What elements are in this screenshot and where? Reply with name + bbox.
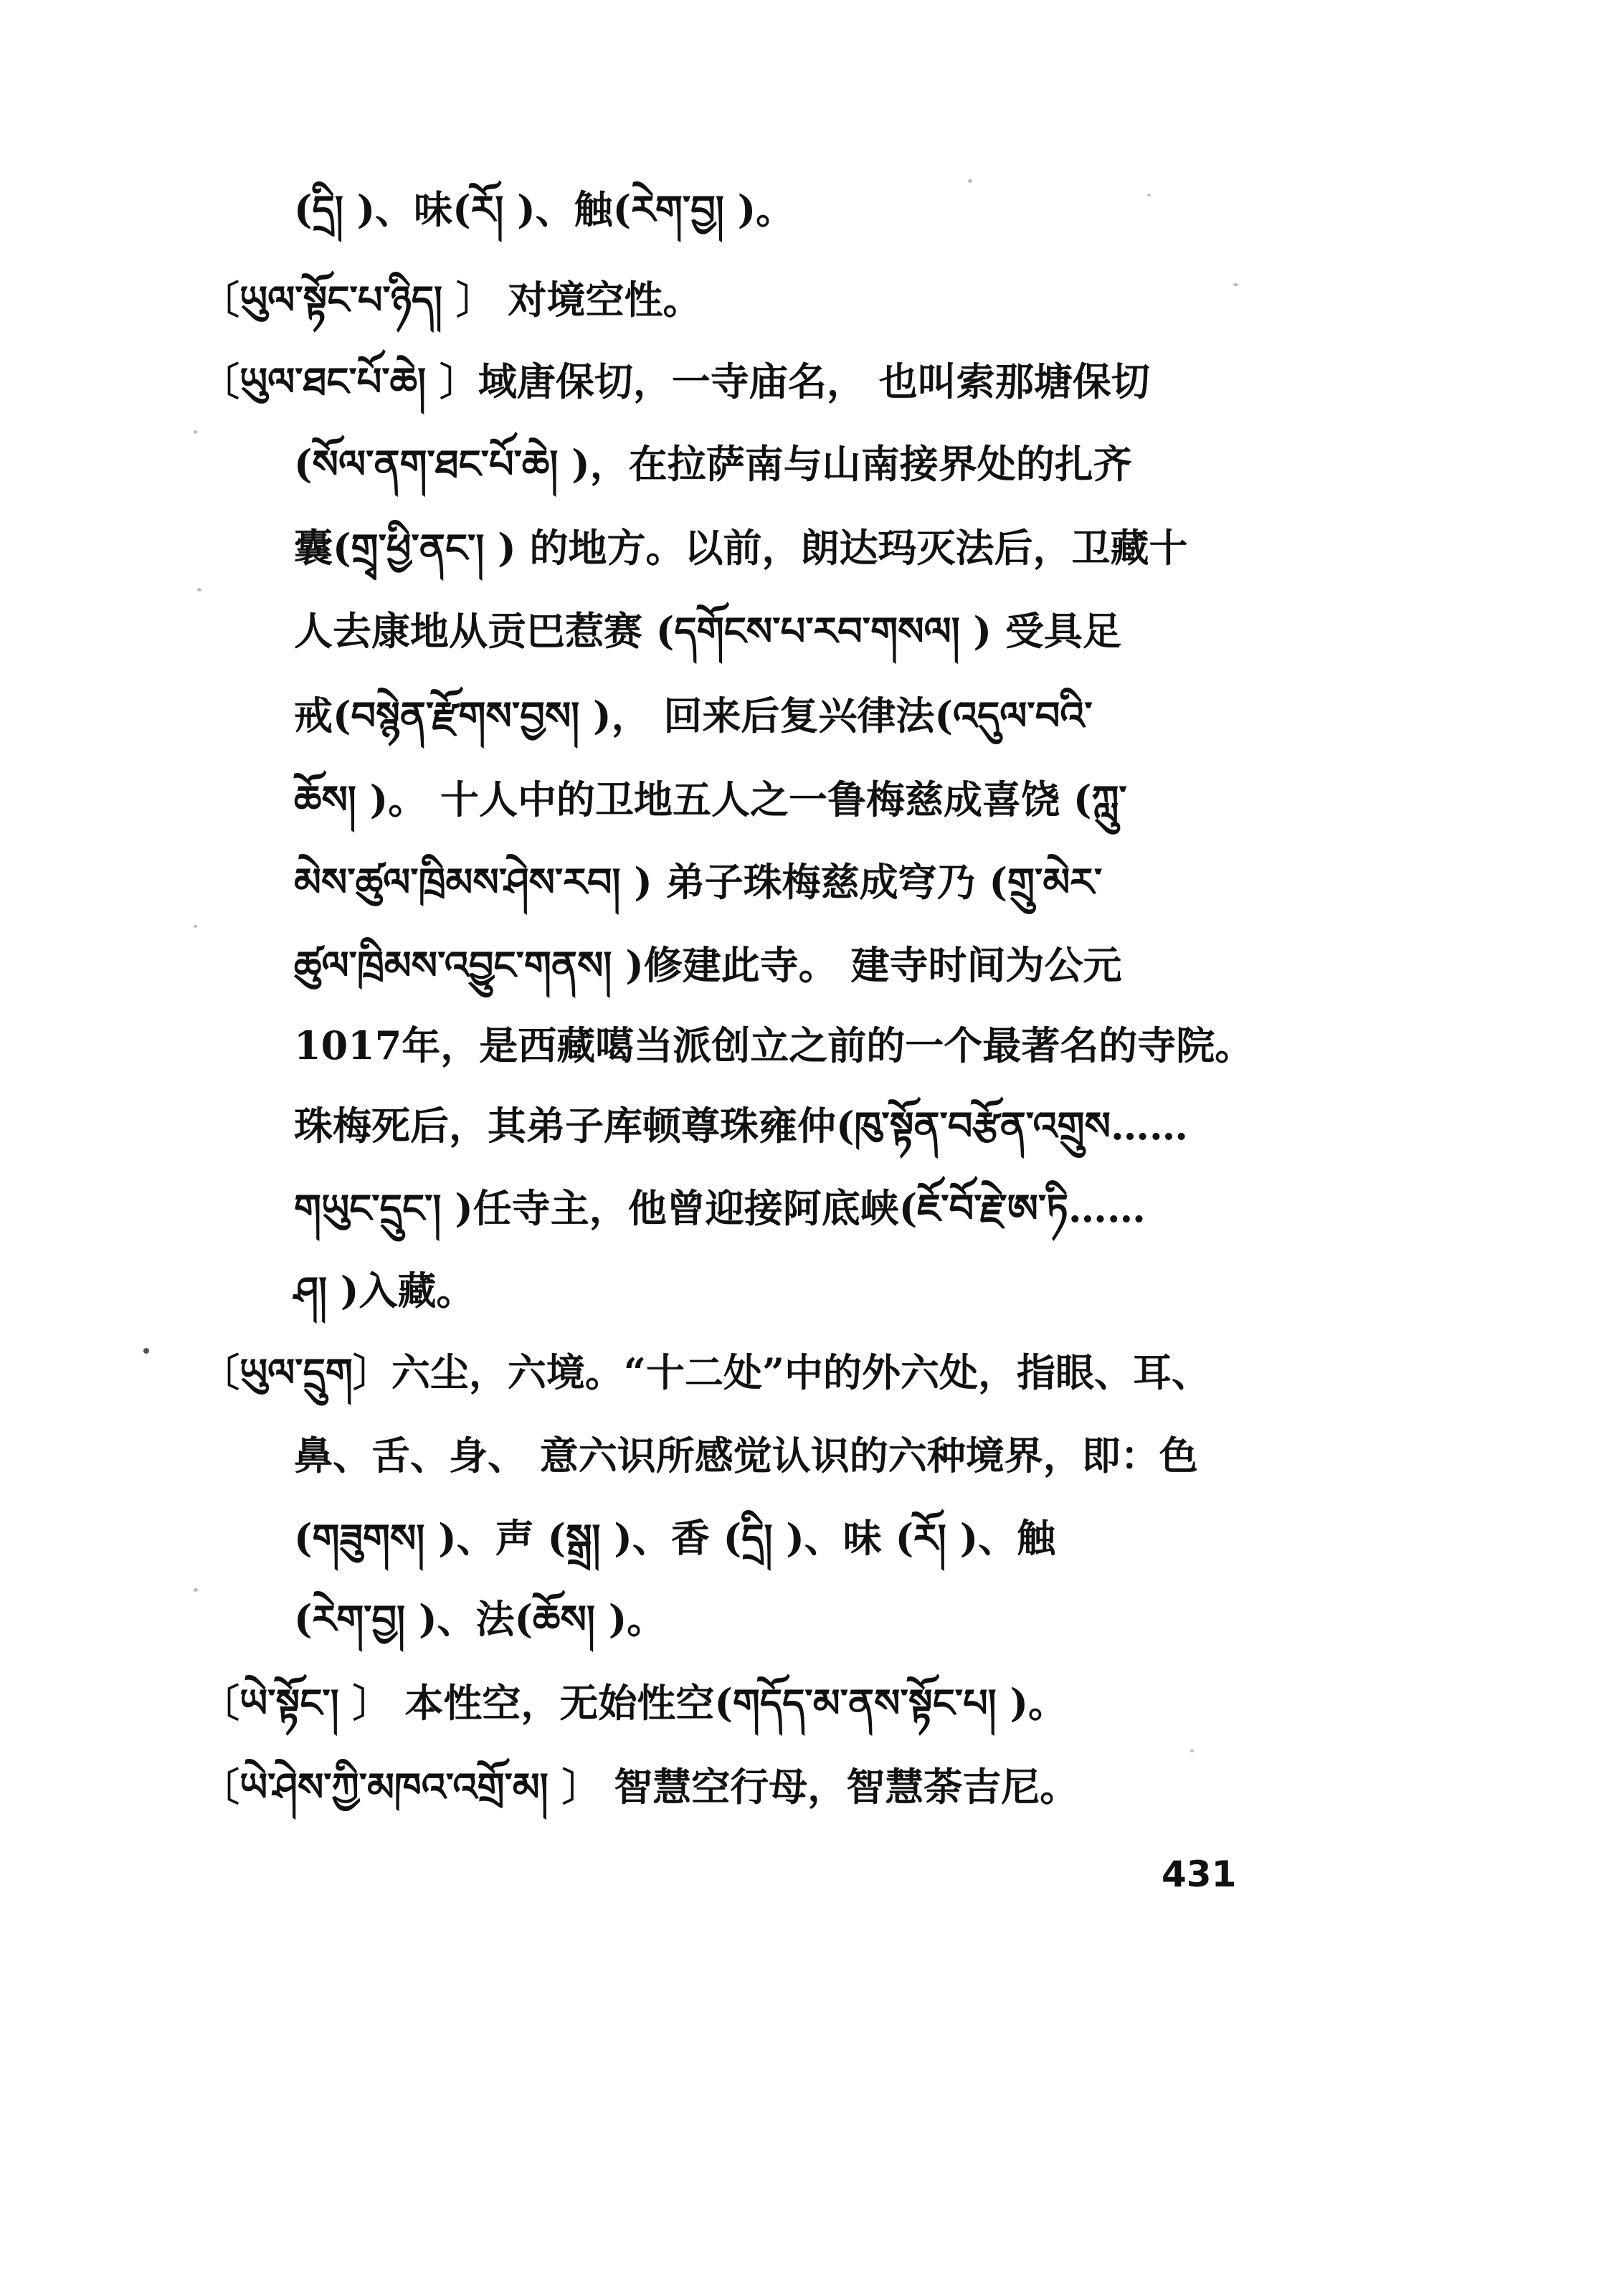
text-line: 人去康地从贡巴惹赛 (དགོངས་པ་རབ་གསལ། ) 受具足 — [294, 608, 1121, 654]
text-line: 珠梅死后，其弟子库顿尊珠雍仲(ཁུ་སྟོན་བརྩོན་འགྲུས…… — [294, 1103, 1188, 1149]
scan-speck — [968, 179, 972, 183]
text-line: 囊(གྲྭ་ཕྱི་ནང་། ) 的地方。以前，朗达玛灭法后，卫藏十 — [294, 525, 1188, 571]
text-line: 〔ཡེ་ཤེས་ཀྱི་མཁའ་འགྲོ་མ། 〕 智慧空行母，智慧荼吉尼。 — [201, 1764, 1079, 1810]
scan-speck — [194, 925, 197, 928]
page-number: 431 — [1162, 1853, 1237, 1895]
text-line: ཚུལ་ཁྲིམས་འབྱུང་གནས། )修建此寺。 建寺时间为公元 — [294, 942, 1122, 988]
text-line: 1017年，是西藏噶当派创立之前的一个最著名的寺院。 — [294, 1022, 1254, 1068]
scan-speck — [197, 588, 201, 592]
text-line: གཡུང་དྲུང་། )任寺主，他曾迎接阿底峡(ཇོ་བོ་རྗེ་ཨ་ཏི…… — [294, 1185, 1146, 1231]
text-line: 〔ཡེ་སྟོང་། 〕 本性空，无始性空(གདོད་མ་ནས་སྟོང་པ། )。 — [201, 1680, 1068, 1726]
text-line: 〔ཡུལ་སྟོང་པ་ཉིད། 〕 对境空性。 — [201, 277, 702, 323]
scan-speck — [143, 1348, 149, 1354]
scan-speck — [1233, 283, 1238, 286]
scan-speck — [194, 1588, 198, 1592]
text-line: མེས་ཚུལ་ཁྲིམས་ཤེས་རབ། ) 弟子珠梅慈成穹乃 (གྲུ་མེར་ — [294, 859, 1103, 905]
scan-speck — [1147, 194, 1151, 196]
text-line: (གཟུགས། )、声 (སྒྲ། )、香 (དྲི། )、味 (རོ། )、触 — [294, 1515, 1056, 1561]
text-line: (རེག་བྱ། )、法(ཆོས། )。 — [294, 1596, 666, 1642]
text-line: ཆོས། )。 十人中的卫地五人之一鲁梅慈成喜饶 (ཀླུ་ — [294, 777, 1127, 822]
text-line: 〔ཡུལ་དྲུག〕六尘，六境。“十二处”中的外六处，指眼、耳、 — [201, 1349, 1211, 1395]
text-line: (དྲི། )、味(རོ། )、触(རེག་བྱ། )。 — [294, 186, 795, 232]
scan-speck — [1190, 1750, 1194, 1752]
text-line: 戒(བསྙེན་རྫོགས་བྱས། )， 回来后复兴律法(འདུལ་བའི་ — [294, 693, 1093, 739]
text-line: 鼻、舌、身、 意六识所感觉认识的六种境界，即：色 — [294, 1433, 1198, 1478]
text-line: 〔ཡུལ་ཐང་པོ་ཆེ། 〕域唐保切，一寺庙名， 也叫索那塘保切 — [201, 359, 1150, 404]
text-line: (སོལ་ནག་ཐང་པོ་ཆེ། )，在拉萨南与山南接界处的扎齐 — [294, 441, 1132, 487]
text-line: ཤ། )入藏。 — [294, 1268, 475, 1314]
scan-speck — [194, 430, 197, 434]
